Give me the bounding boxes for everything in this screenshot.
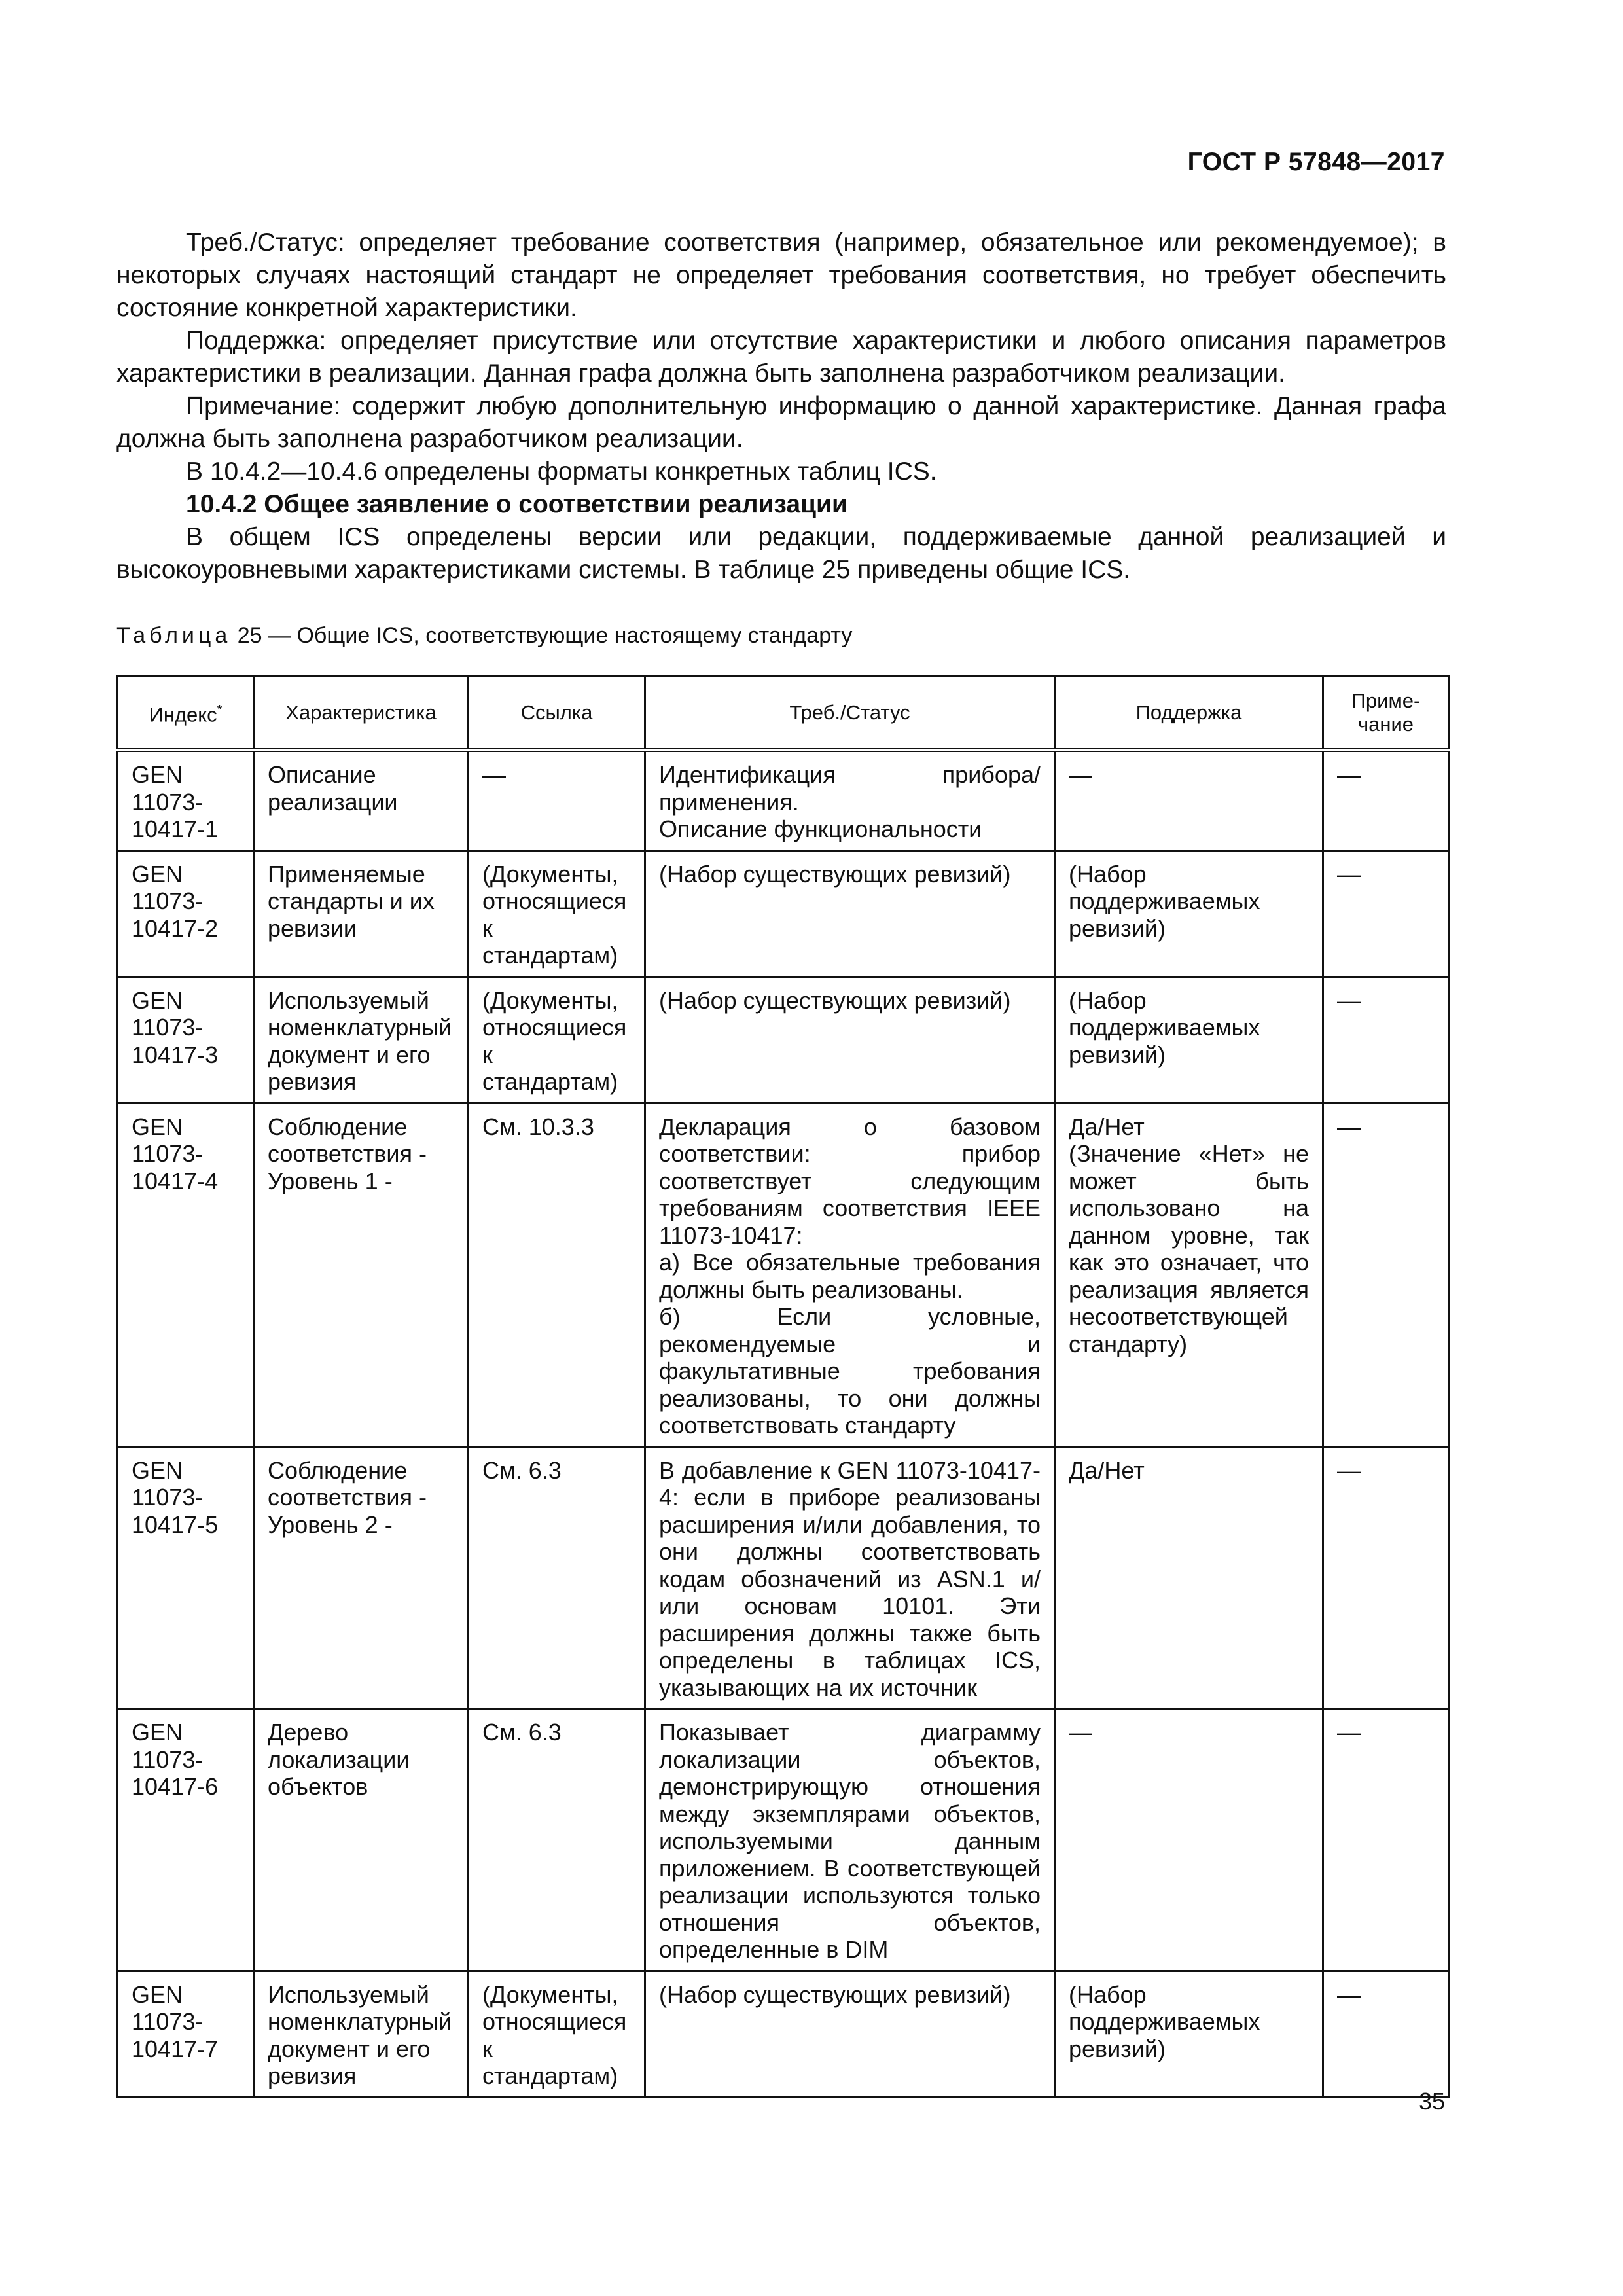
cell-index: GEN 11073-10417-6 [118, 1709, 254, 1971]
cell-index: GEN 11073-10417-4 [118, 1103, 254, 1446]
cell-characteristic: Применяемые стандарты и их ревизии [254, 850, 469, 977]
paragraph-note: Примечание: содержит любую дополнительную информацию о данной характеристике. Данная графа должна быть заполнена разработчиком реализации. [116, 392, 1446, 453]
header-index: Индекс* [118, 677, 254, 751]
cell-reference: См. 6.3 [469, 1446, 645, 1709]
paragraph-formats: В 10.4.2—10.4.6 определены форматы конкретных таблиц ICS. [186, 457, 937, 486]
cell-support: Да/Нет [1055, 1446, 1323, 1709]
cell-characteristic: Используемый номенклатурный документ и его ревизия [254, 1971, 469, 2097]
header-reference: Ссылка [469, 677, 645, 751]
cell-note: — [1323, 850, 1449, 977]
cell-characteristic: Используемый номенклатурный документ и его ревизия [254, 977, 469, 1103]
cell-requirement: (Набор существующих ревизий) [645, 850, 1055, 977]
cell-reference: См. 10.3.3 [469, 1103, 645, 1446]
cell-requirement: Идентификация прибора/применения. Описание функциональности [645, 750, 1055, 850]
cell-index: GEN 11073-10417-7 [118, 1971, 254, 2097]
cell-note: — [1323, 1709, 1449, 1971]
cell-characteristic: Описание реализации [254, 750, 469, 850]
cell-support: — [1055, 1709, 1323, 1971]
cell-support: (Набор поддерживаемых ревизий) [1055, 1971, 1323, 2097]
cell-support: (Набор поддерживаемых ревизий) [1055, 977, 1323, 1103]
cell-requirement: Показывает диаграмму локализации объектов, демонстрирующую отношения между экземплярами объектов, используемыми данным приложением. В соответствующей реализации используются только отношения объектов, определенные в DIM [645, 1709, 1055, 1971]
table-row [118, 850, 1449, 977]
cell-support: Да/Нет (Значение «Нет» не может быть использовано на данном уровне, так как это означает, что реализация является несоответствующей стандарту) [1055, 1103, 1323, 1446]
paragraph-requirement-status: Треб./Статус: определяет требование соответствия (например, обязательное или рекомендуемое); в некоторых случаях настоящий стандарт не определяет требования соответствия, но требует обеспечить состояние конкретной характеристики. [116, 228, 1446, 322]
cell-characteristic: Соблюдение соответствия - Уровень 2 - [254, 1446, 469, 1709]
cell-requirement: (Набор существующих ревизий) [645, 1971, 1055, 2097]
cell-characteristic: Дерево локализации объектов [254, 1709, 469, 1971]
cell-reference: (Документы, относящиеся к стандартам) [469, 1971, 645, 2097]
cell-note: — [1323, 1446, 1449, 1709]
cell-note: — [1323, 977, 1449, 1103]
table-row [118, 1709, 1449, 1971]
header-requirement: Треб./Статус [645, 677, 1055, 751]
cell-requirement: Декларация о базовом соответствии: прибор соответствует следующим требованиям соответствия IEEE 11073-10417: а) Все обязательные требования должны быть реализованы. б) Если условные, рекомендуемые и факультативные требования реализованы, то они должны соответствовать стандарту [645, 1103, 1055, 1446]
cell-index: GEN 11073-10417-1 [118, 750, 254, 850]
cell-support: (Набор поддерживаемых ревизий) [1055, 850, 1323, 977]
cell-reference: (Документы, относящиеся к стандартам) [469, 850, 645, 977]
cell-support: — [1055, 750, 1323, 850]
table-caption-label: Таблица [116, 623, 232, 648]
table-caption [116, 623, 852, 649]
table-header-row [118, 677, 1449, 751]
cell-requirement: (Набор существующих ревизий) [645, 977, 1055, 1103]
table-row [118, 1971, 1449, 2097]
header-support: Поддержка [1055, 677, 1323, 751]
table-row [118, 750, 1449, 850]
table-row [118, 977, 1449, 1103]
body-text [116, 226, 1446, 586]
cell-note: — [1323, 1971, 1449, 2097]
section-heading: 10.4.2 Общее заявление о соответствии реализации [186, 490, 847, 518]
cell-index: GEN 11073-10417-5 [118, 1446, 254, 1709]
cell-index: GEN 11073-10417-3 [118, 977, 254, 1103]
header-characteristic: Характеристика [254, 677, 469, 751]
table-caption-text: 25 — Общие ICS, соответствующие настоящему стандарту [237, 623, 853, 648]
cell-reference: (Документы, относящиеся к стандартам) [469, 977, 645, 1103]
cell-index: GEN 11073-10417-2 [118, 850, 254, 977]
cell-note: — [1323, 750, 1449, 850]
header-note: Приме-чание [1323, 677, 1449, 751]
cell-reference: См. 6.3 [469, 1709, 645, 1971]
cell-reference: — [469, 750, 645, 850]
ics-table [116, 675, 1450, 2098]
page-number: 35 [1418, 2088, 1445, 2115]
standard-code: ГОСТ Р 57848—2017 [1187, 148, 1445, 176]
cell-characteristic: Соблюдение соответствия - Уровень 1 - [254, 1103, 469, 1446]
section-paragraph: В общем ICS определены версии или редакции, поддерживаемые данной реализацией и высокоуровневыми характеристиками системы. В таблице 25 приведены общие ICS. [116, 523, 1446, 584]
cell-note: — [1323, 1103, 1449, 1446]
table-row [118, 1446, 1449, 1709]
cell-requirement: В добавление к GEN 11073-10417-4: если в приборе реализованы расширения и/или добавления, то они должны соответствовать кодам обозначений из ASN.1 и/или основам 10101. Эти расширения должны также быть определены в таблицах ICS, указывающих на их источник [645, 1446, 1055, 1709]
paragraph-support: Поддержка: определяет присутствие или отсутствие характеристики и любого описания параметров характеристики в реализации. Данная графа должна быть заполнена разработчиком реализации. [116, 327, 1446, 387]
table-row [118, 1103, 1449, 1446]
